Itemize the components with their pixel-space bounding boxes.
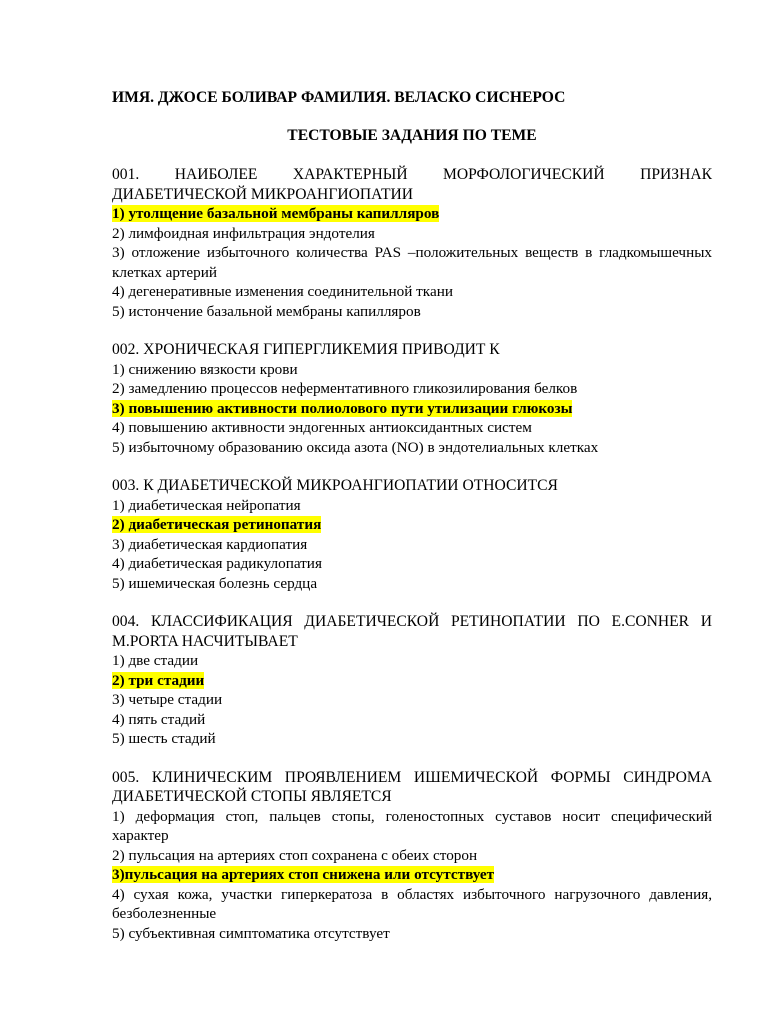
question-block: [112, 476, 712, 593]
answer-option: 5) шесть стадий: [112, 730, 216, 747]
question-text: 004. КЛАССИФИКАЦИЯ ДИАБЕТИЧЕСКОЙ РЕТИНОПАТИИ ПО E.CONHER И M.PORTA НАСЧИТЫВАЕТ: [112, 613, 712, 650]
answer-option: 5) субъективная симптоматика отсутствует: [112, 924, 390, 942]
question-text: 005. КЛИНИЧЕСКИМ ПРОЯВЛЕНИЕМ ИШЕМИЧЕСКОЙ ФОРМЫ СИНДРОМА ДИАБЕТИЧЕСКОЙ СТОПЫ ЯВЛЯЕТСЯ: [112, 768, 712, 805]
answer-option: [112, 515, 712, 535]
answer-option: 1) две стадии: [112, 652, 199, 669]
answer-option: 3) отложение избыточного количества PAS –положительных веществ в гладкомышечных клетках артерий: [112, 244, 712, 281]
question-block: [112, 165, 712, 321]
answer-option: 4) дегенеративные изменения соединительной ткани: [112, 283, 453, 300]
correct-answer-highlight: 3)пульсация на артериях стоп снижена или отсутствует: [112, 866, 495, 883]
answer-option: [112, 204, 712, 224]
answer-option: 4) повышению активности эндогенных антиоксидантных систем: [112, 419, 532, 436]
question-block: [112, 340, 712, 457]
correct-answer-highlight: 1) утолщение базальной мембраны капилляров: [112, 205, 440, 222]
answer-option: [112, 399, 712, 419]
answer-option: 3) диабетическая кардиопатия: [112, 535, 308, 553]
answer-option: 4) диабетическая радикулопатия: [112, 555, 322, 572]
answer-option: 1) деформация стоп, пальцев стопы, голеностопных суставов носит специфический характер: [112, 807, 712, 844]
answer-option: 1) диабетическая нейропатия: [112, 496, 301, 514]
correct-answer-highlight: 2) три стадии: [112, 671, 205, 689]
answer-option: 4) пять стадий: [112, 710, 206, 728]
question-text: 001. НАИБОЛЕЕ ХАРАКТЕРНЫЙ МОРФОЛОГИЧЕСКИЙ ПРИЗНАК ДИАБЕТИЧЕСКОЙ МИКРОАНГИОПАТИИ: [112, 166, 712, 203]
answer-option: 3) четыре стадии: [112, 691, 223, 708]
question-text: 003. К ДИАБЕТИЧЕСКОЙ МИКРОАНГИОПАТИИ ОТНОСИТСЯ: [112, 477, 558, 494]
question-text: 002. ХРОНИЧЕСКАЯ ГИПЕРГЛИКЕМИЯ ПРИВОДИТ К: [112, 341, 500, 358]
answer-option: 4) сухая кожа, участки гиперкератоза в областях избыточного нагрузочного давления, безболезненные: [112, 885, 712, 922]
correct-answer-highlight: 3) повышению активности полиолового пути утилизации глюкозы: [112, 399, 573, 417]
answer-option: 5) ишемическая болезнь сердца: [112, 574, 318, 592]
question-block: [112, 768, 712, 944]
question-block: [112, 612, 712, 749]
answer-option: 1) снижению вязкости крови: [112, 360, 298, 378]
answer-option: 5) избыточному образованию оксида азота (NO) в эндотелиальных клетках: [112, 438, 599, 456]
answer-option: [112, 865, 712, 885]
answer-option: [112, 671, 712, 691]
answer-option: 2) пульсация на артериях стоп сохранена с обеих сторон: [112, 846, 478, 864]
correct-answer-highlight: 2) диабетическая ретинопатия: [112, 516, 322, 533]
page-title: ТЕСТОВЫЕ ЗАДАНИЯ ПО ТЕМЕ: [287, 127, 537, 144]
answer-option: 2) замедлению процессов неферментативного гликозилирования белков: [112, 380, 578, 397]
answer-option: 2) лимфоидная инфильтрация эндотелия: [112, 224, 375, 242]
answer-option: 5) истончение базальной мембраны капилляров: [112, 302, 421, 320]
student-name-header: ИМЯ. ДЖОСЕ БОЛИВАР ФАМИЛИЯ. ВЕЛАСКО СИСНЕРОС: [112, 89, 566, 106]
